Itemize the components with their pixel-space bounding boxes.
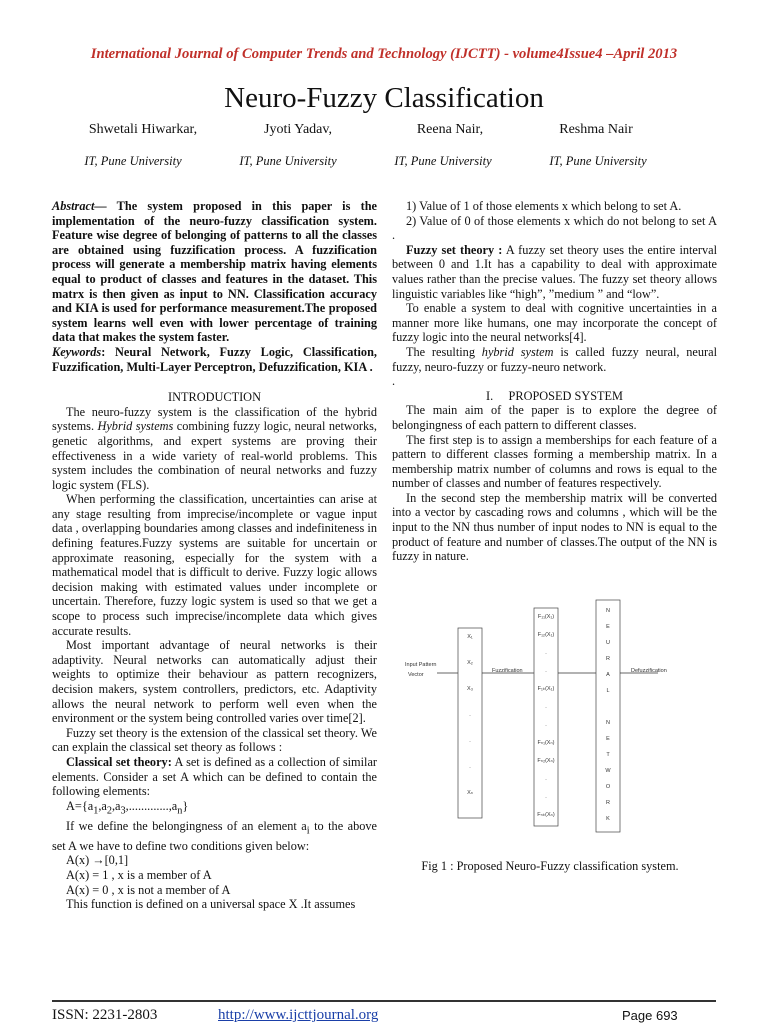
network-letter: W xyxy=(605,768,611,774)
network-letter: U xyxy=(606,640,610,646)
input-label: Vector xyxy=(408,672,424,678)
network-letter: N xyxy=(606,608,610,614)
paragraph: The first step is to assign a memberships for each feature of a pattern to different classes forming a membership matrix. In a membership matrix number of columns and rows is equal to the number of classes and number of features respectively. xyxy=(392,432,717,491)
membership-label: . xyxy=(545,776,547,782)
author-affiliation: IT, Pune University xyxy=(549,154,647,168)
paragraph: The main aim of the paper is to explore the degree of belongingness of each pattern to different classes. xyxy=(392,403,717,432)
figure-caption: Fig 1 : Proposed Neuro-Fuzzy classification system. xyxy=(421,859,679,873)
equation: A(x) →[0,1] xyxy=(66,853,129,868)
paragraph: Fuzzy set theory is the extension of the classical set theory. We can explain the classical set theory as follows : xyxy=(52,725,377,755)
condition: 2) Value of 0 of those elements x which do not belong to set A . xyxy=(392,213,717,243)
network-letter: N xyxy=(606,720,610,726)
input-feature-label: X₁ xyxy=(467,634,473,640)
input-feature-label: . xyxy=(469,738,471,744)
author-name: Reena Nair, xyxy=(416,122,484,137)
paragraph: Classical set theory: A set is defined as a collection of similar elements. Consider a set A which can be defined to contain the following elements: xyxy=(52,754,378,799)
equation: A(x) = 0 , x is not a member of A xyxy=(66,882,231,897)
membership-label: F₁₁(X₁) xyxy=(537,614,555,620)
input-feature-label: . xyxy=(469,764,471,770)
network-letter: T xyxy=(606,752,610,758)
network-letter: A xyxy=(606,672,610,678)
input-feature-label: Xₙ xyxy=(467,790,473,796)
network-letter: L xyxy=(606,688,610,694)
author-name: Reshma Nair xyxy=(559,122,633,137)
membership-label: Fₙ₁(Xₙ) xyxy=(537,740,555,746)
paragraph: If we define the belongingness of an element $a_i$ to the above set A we have to define two conditions given below: xyxy=(52,818,377,853)
membership-label: Fₙₖ(Xₙ) xyxy=(537,812,555,818)
network-letter: K xyxy=(606,816,610,822)
intro-heading: INTRODUCTION xyxy=(168,390,261,405)
author-affiliation: IT, Pune University xyxy=(394,154,492,168)
paragraph: When performing the classification, uncertainties can arise at any stage resulting from imprecise/incomplete or vague input data , overlapping boundaries among classes and indefiniteness in defining features.Fuzzy systems are suitable for uncertain or approximate reasoning, especially for the system with a mathematical model that is difficult to derive. Fuzzy logic allows decision making with estimated values under incomplete or uncertain. Therefore, fuzzy logic system is used so that we get a scope to process such imprecise/incomplete data which gives accurate results. xyxy=(52,492,377,638)
figure-neuro-fuzzy xyxy=(400,600,667,832)
author-affiliation: IT, Pune University xyxy=(239,154,337,168)
input-feature-label: . xyxy=(469,712,471,718)
abstract xyxy=(52,199,377,345)
input-label: Input Pattern xyxy=(405,662,437,668)
author-name: Shwetali Hiwarkar, xyxy=(88,122,198,137)
membership-label: . xyxy=(545,722,547,728)
membership-label: F₁ₖ(X₁) xyxy=(537,686,555,692)
keywords-text: : Neural Network, Fuzzy Logic, Classification, Fuzzification, Multi-Layer Perceptron, Defuzzification, KIA . xyxy=(52,344,377,374)
membership-label: . xyxy=(545,668,547,674)
stray-dot: . xyxy=(392,374,396,389)
paragraph: Most important advantage of neural networks is their adaptivity. Neural networks can automatically adjust their weights to optimize their behaviour as pattern recognizers, decision makers, system controllers, predictors, etc. Adaptivity allows the neural network to perform well even when the environment or the system being controlled varies over time[2]. xyxy=(52,638,377,726)
figure-diagram xyxy=(400,600,667,832)
paragraph: The resulting hybrid system is called fuzzy neural, neural fuzzy, neuro-fuzzy or fuzzy-neuro network. xyxy=(392,344,717,374)
author-name: Jyoti Yadav, xyxy=(264,122,332,137)
network-letter: E xyxy=(606,624,610,630)
section-heading: I. PROPOSED SYSTEM xyxy=(485,388,623,403)
membership-label: . xyxy=(545,704,547,710)
paragraph: Fuzzy set theory : A fuzzy set theory uses the entire interval between 0 and 1.It has a capability to deal with approximate values rather than the precise values. The fuzzy set theory allows linguistic variables like “high”, ”medium ” and “low”. xyxy=(392,242,718,301)
footer-page-number: Page 693 xyxy=(622,1008,678,1023)
paper-title: Neuro-Fuzzy Classification xyxy=(224,82,544,114)
input-feature-label: X₂ xyxy=(467,660,473,666)
membership-label: F₁₂(X₁) xyxy=(537,632,555,638)
abstract-label: Abstract— xyxy=(52,199,107,213)
right-column xyxy=(392,199,717,564)
footer-issn: ISSN: 2231-2803 xyxy=(52,1007,158,1023)
keywords xyxy=(52,345,377,374)
network-letter: R xyxy=(606,800,610,806)
equation: A(x) = 1 , x is a member of A xyxy=(66,868,212,883)
footer-rule xyxy=(52,1000,716,1002)
journal-header: International Journal of Computer Trends and Technology (IJCTT) - volume4Issue4 –April 2013 xyxy=(90,46,678,62)
neural-network-box xyxy=(596,600,620,832)
network-letter: R xyxy=(606,656,610,662)
footer-url-link[interactable]: http://www.ijcttjournal.org xyxy=(218,1007,379,1023)
defuzzification-label: Defuzzification xyxy=(631,668,667,674)
network-letter: E xyxy=(606,736,610,742)
input-feature-label: X₃ xyxy=(467,686,473,692)
paragraph: To enable a system to deal with cognitive uncertainties in a manner more like humans, one may incorporate the concept of fuzzy logic into the neural networks[4]. xyxy=(392,301,717,345)
left-column xyxy=(52,199,377,912)
paragraph: In the second step the membership matrix will be converted into a vector by cascading rows and columns , which will be the input to the NN thus number of input nodes to NN is equal to the product of feature and number of classes.The output of the NN is fuzzy in nature. xyxy=(392,490,717,564)
membership-label: . xyxy=(545,650,547,656)
fuzzification-label: Fuzzification xyxy=(492,668,523,674)
membership-label: . xyxy=(545,794,547,800)
author-affiliation: IT, Pune University xyxy=(84,154,182,168)
membership-label: Fₙ₂(Xₙ) xyxy=(537,758,555,764)
network-letter: O xyxy=(605,784,611,790)
abstract-text: The system proposed in this paper is the implementation of the neuro-fuzzy classification system. Feature wise degree of belonging of patterns to all the classes are obtained using fuzzification process. A fuzzification process will generate a membership matrix having elements equal to product of classes and features in the dataset. This matrx is then given as input to NN. Classification accuracy and KIA is used for performance measurement.The proposed system learns well even with lower percentage of training data that makes the system faster. xyxy=(52,199,377,345)
keywords-label: Keywords xyxy=(52,344,102,359)
condition: 1) Value of 1 of those elements x which belong to set A. xyxy=(406,199,682,213)
set-definition: $A=\{a_1,a_2,a_3,.............,a_n\}$ xyxy=(66,798,189,817)
paragraph: The neuro-fuzzy system is the classification of the hybrid systems. Hybrid systems combining fuzzy logic, neural networks, genetic algorithms, and expert systems are proving their effectiveness in a wide variety of real-world problems. This system includes the combination of neural networks and fuzzy logic system (FLS). xyxy=(52,404,377,492)
paragraph: This function is defined on a universal space X .It assumes xyxy=(66,897,356,912)
